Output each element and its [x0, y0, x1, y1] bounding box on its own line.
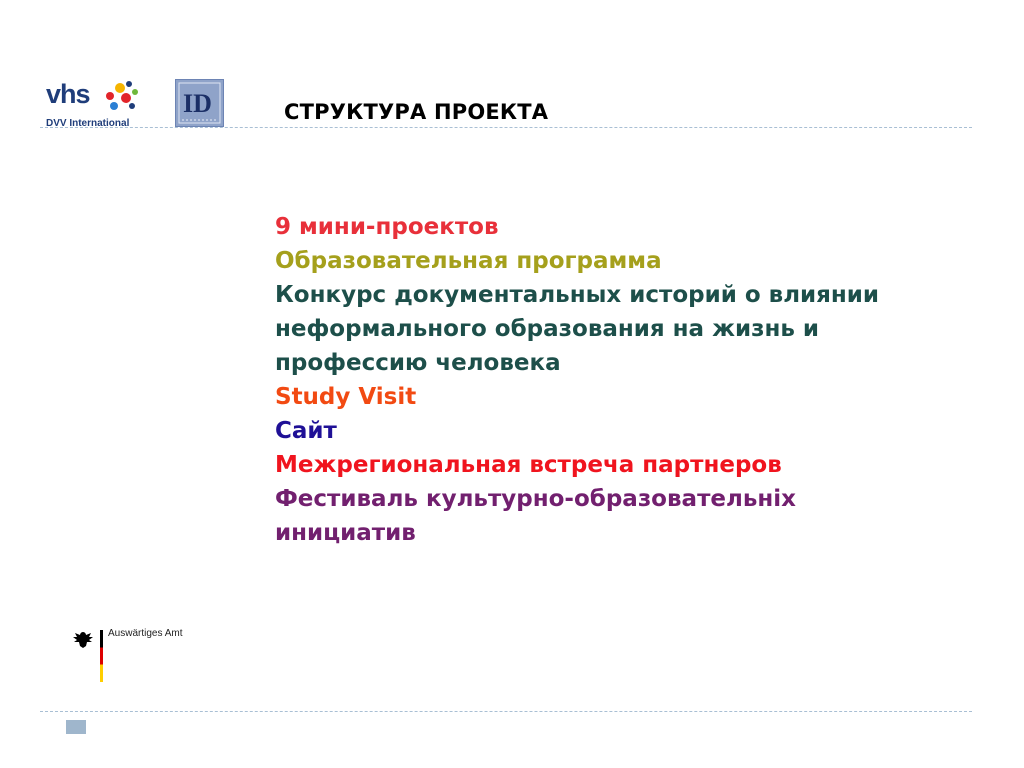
ministry-label: Auswärtiges Amt	[108, 628, 183, 639]
project-item-line: Межрегиональная встреча партнеров	[275, 452, 782, 478]
top-divider	[40, 127, 972, 128]
vhs-dots-graphic	[102, 78, 142, 114]
bottom-divider	[40, 711, 972, 712]
page-title: СТРУКТУРА ПРОЕКТА	[284, 100, 549, 124]
german-flag-bar	[100, 630, 103, 682]
id-logo-letters: ID	[183, 89, 212, 118]
corner-square-decoration	[66, 720, 86, 734]
project-item-line: Образовательная программа	[275, 248, 662, 274]
project-items-list	[275, 210, 975, 550]
id-logo-graphic	[176, 80, 223, 126]
vhs-logo	[44, 78, 144, 132]
project-item-line: инициатив	[275, 520, 416, 546]
project-item-line: Study Visit	[275, 384, 417, 410]
vhs-logo-subtitle: DVV International	[46, 118, 130, 129]
vhs-logo-text: vhs	[46, 79, 90, 109]
eagle-icon	[72, 630, 94, 650]
ministry-logo	[72, 628, 212, 684]
id-logo	[175, 79, 224, 127]
project-item-line: Фестиваль культурно-образовательніх	[275, 486, 796, 512]
project-item-line: Конкурс документальных историй о влиянии	[275, 282, 880, 308]
project-item-line: 9 мини-проектов	[275, 214, 499, 240]
project-item-line: Сайт	[275, 418, 337, 444]
project-item-line: профессию человека	[275, 350, 561, 376]
project-item-line: неформального образования на жизнь и	[275, 316, 820, 342]
